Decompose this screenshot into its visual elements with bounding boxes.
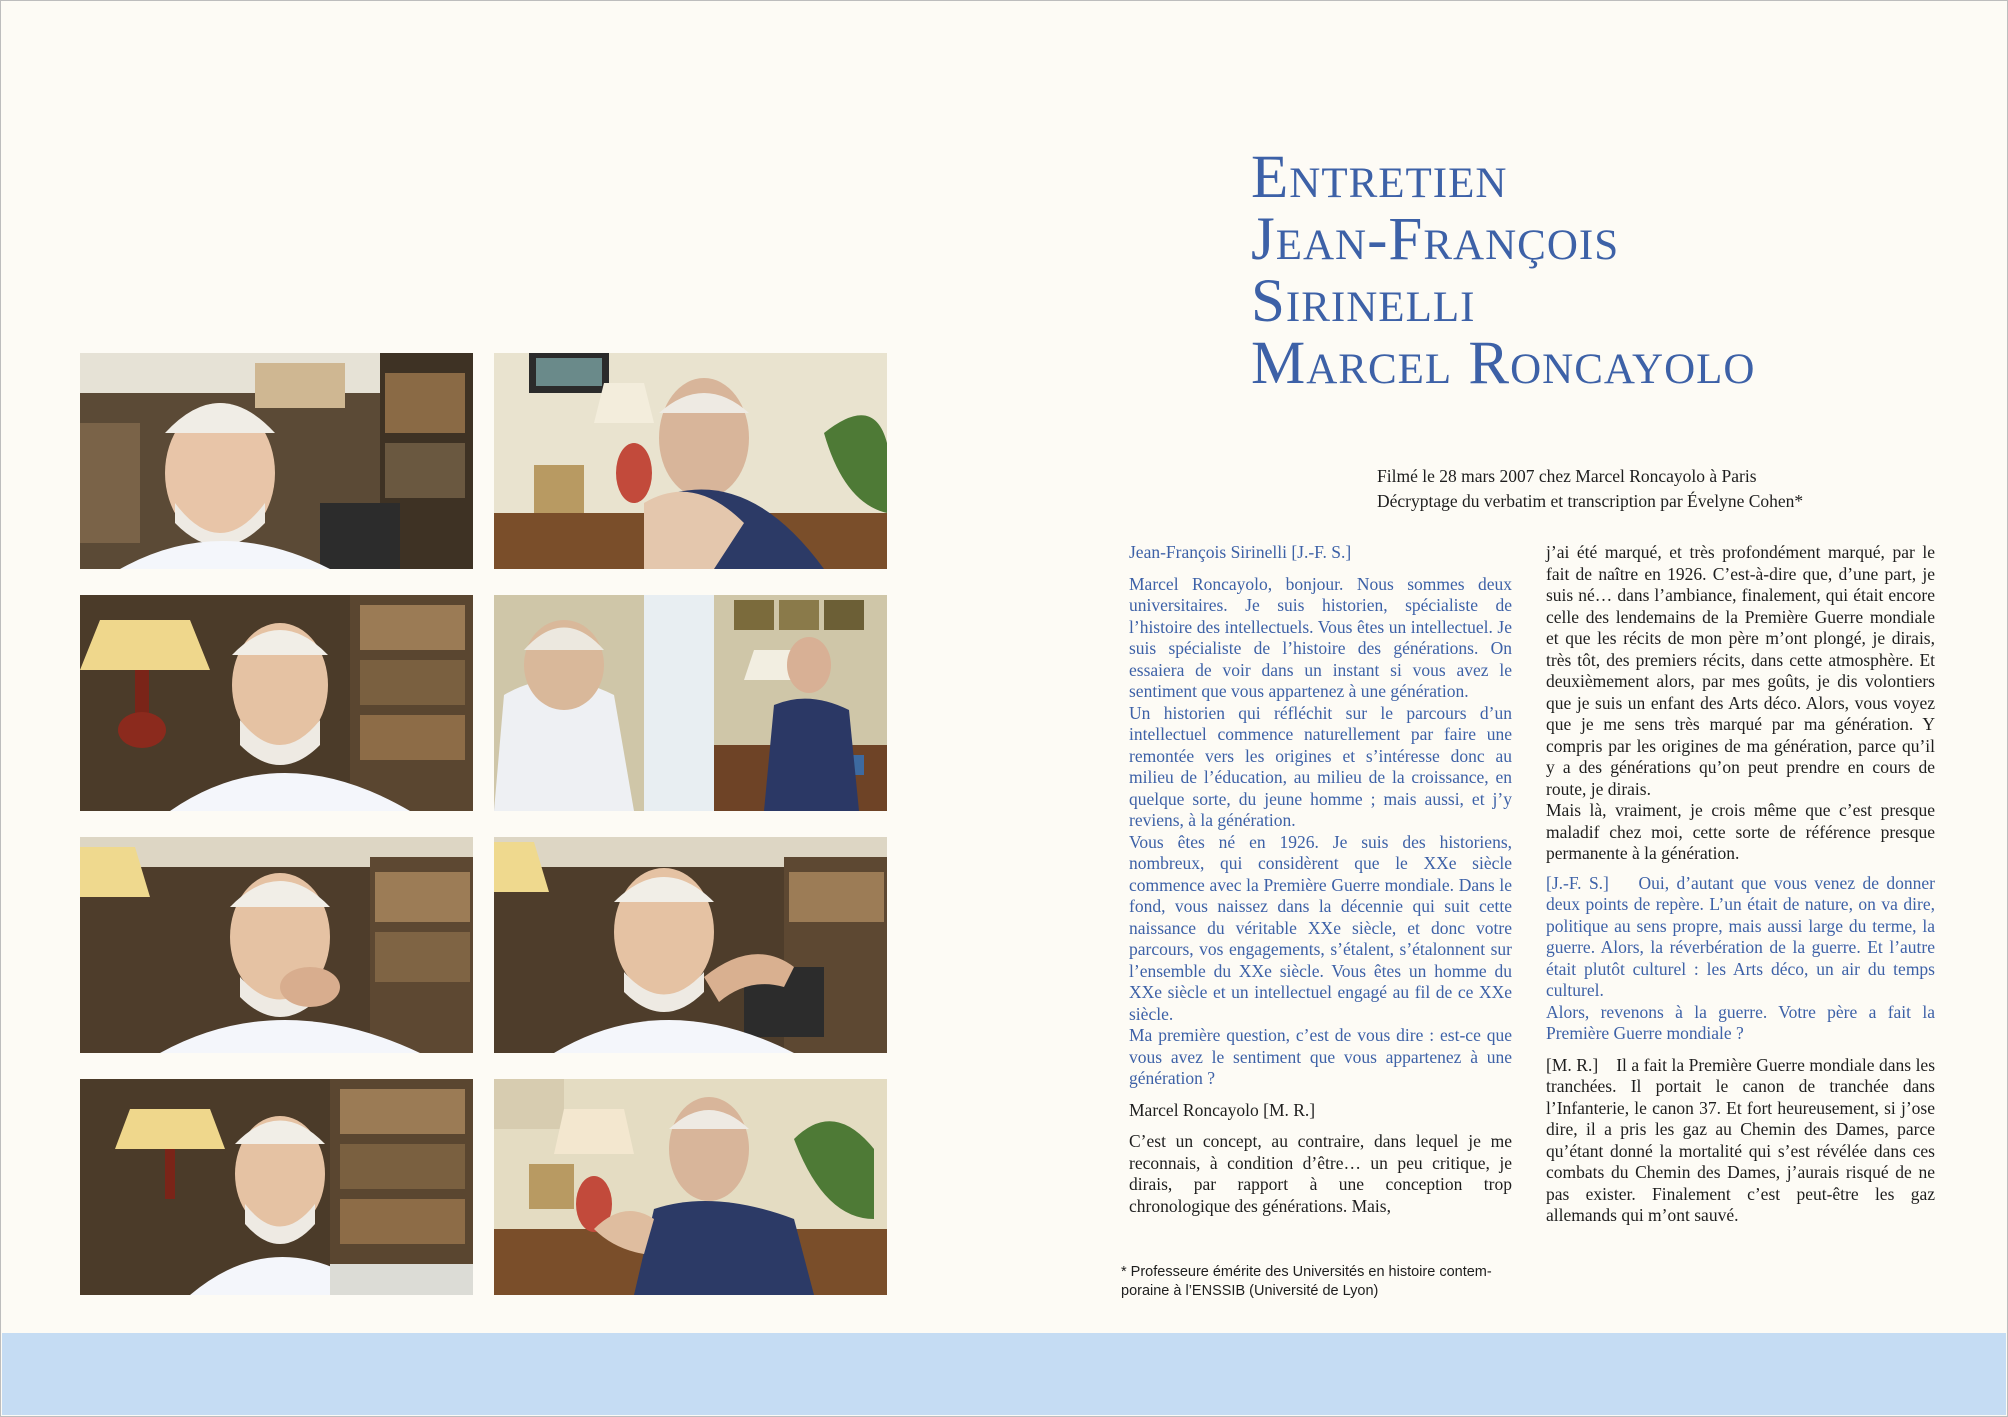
- title-line-4: Marcel Roncayolo: [1251, 330, 1756, 397]
- question-followup-text: Oui, d’autant que vous venez de donner deux points de repère. L’un était de nature, on va dire, politique au sens propre, mais aussi large du terme, la guerre. Alors, la réverbération de la guerre. Et l’autre était plutôt culturel : les Arts déco, un air du temps culturel.: [1546, 872, 1935, 1000]
- answer-followup: [1546, 1055, 1935, 1227]
- title-line-1: Entretien: [1251, 144, 1508, 211]
- question-followup: [1546, 873, 1935, 1002]
- bottom-band: [2, 1333, 2006, 1415]
- text-column-left: [1129, 542, 1512, 1217]
- question-followup-2: Alors, revenons à la guerre. Votre père a fait la Première Guerre mondiale ?: [1546, 1001, 1935, 1043]
- speaker-sirinelli: Jean-François Sirinelli [J.-F. S.]: [1129, 542, 1352, 562]
- answer-followup-text: Il a fait la Première Guerre mondiale dans les tranchées. Il portait le canon de tranchée dans l’Infanterie, le canon 37. Et fort heureusement, si j’ose dire, il a pris les gaz au Chemin des Dames, parce qu’étant donné la mortalité qui s’est révélée dans ces combats du Chemin des Dames, j’aurais risqué de ne pas exister. Finalement c’est peut-être les gaz allemands qui m’ont sauvé.: [1546, 1054, 1936, 1225]
- footnote: [1121, 1263, 1521, 1301]
- credits-filmed: Filmé le 28 mars 2007 chez Marcel Roncayolo à Paris: [1377, 466, 1757, 486]
- question-tag: [J.-F. S.]: [1546, 872, 1609, 893]
- footnote-text: Professeure émérite des Universités en histoire contemporaine à l’ENSSIB (Université de Lyon): [1121, 1264, 1492, 1299]
- footnote-mark: *: [1121, 1264, 1127, 1280]
- question-paragraph-4: Ma première question, c’est de vous dire : est-ce que vous avez le sentiment que vous appartenez à une génération ?: [1129, 1025, 1512, 1088]
- question-paragraph-1: Marcel Roncayolo, bonjour. Nous sommes deux universitaires. Je suis historien, spécialiste de l’histoire des intellectuels. Vous êtes un intellectuel. Je suis spécialiste de l’histoire des générations. On essaiera de voir dans un instant si vous avez le sentiment que vous appartenez à une génération.: [1129, 573, 1512, 701]
- photo-sirinelli-1: [494, 353, 887, 569]
- photo-roncayolo-3: [80, 837, 473, 1053]
- photo-two-men: [494, 595, 887, 811]
- answer-paragraph-2: j’ai été marqué, et très profondément marqué, par le fait de naître en 1926. C’est-à-dire que, d’une part, je suis né… dans l’ambiance, finalement, qui était encore celle des lendemains de la Première Guerre mondiale et que les récits de mon père m’ont plongé, je dirais, très tôt, des premiers récits, dans cette atmosphère. Et deuxièmement alors, par mes goûts, je dis volontiers que je suis un enfant des Arts déco. Alors, vous voyez que je me sens très marqué par ma génération. Y compris par les origines de ma génération, parce qu’il y a des générations qu’on peut prendre en cours de route, je dirais.: [1546, 542, 1935, 799]
- title-line-2: Jean-François: [1251, 206, 1620, 273]
- photo-roncayolo-2: [80, 595, 473, 811]
- answer-tag: [M. R.]: [1546, 1054, 1599, 1075]
- question-paragraph-3: Vous êtes né en 1926. Je suis des historiens, nombreux, qui considèrent que le XXe siècle commence avec la Première Guerre mondiale. Dans le fond, vous naissez dans la décennie qui suit cette naissance du véritable XXe siècle, et donc votre parcours, vos engagements, s’étalent, s’étalonnent sur l’ensemble du XXe siècle. Vous êtes un homme du XXe siècle et un intellectuel engagé au fil de ce XXe siècle.: [1129, 831, 1512, 1024]
- credits: [1377, 464, 1803, 514]
- title-line-3: Sirinelli: [1251, 268, 1476, 335]
- question-paragraph-2: Un historien qui réfléchit sur le parcours d’un intellectuel commence naturellement par faire une remontée vers les origines et s’intéresse donc au milieu de l’éducation, au milieu de la croissance, en quelque sorte, du jeune homme ; mais aussi, et j’y reviens, à la génération.: [1129, 702, 1512, 830]
- text-column-right: [1546, 542, 1935, 1227]
- photo-roncayolo-1: [80, 353, 473, 569]
- page-title: [1251, 144, 1756, 397]
- photo-roncayolo-4: [494, 837, 887, 1053]
- answer-paragraph-1: C’est un concept, au contraire, dans lequel je me reconnais, à condition d’être… un peu critique, je dirais, par rapport à une conception trop chronologique des générations. Mais,: [1129, 1131, 1512, 1216]
- speaker-roncayolo: Marcel Roncayolo [M. R.]: [1129, 1099, 1316, 1120]
- photo-roncayolo-5: [80, 1079, 473, 1295]
- credits-transcription: Décryptage du verbatim et transcription par Évelyne Cohen*: [1377, 491, 1804, 511]
- answer-paragraph-3: Mais là, vraiment, je crois même que c’est presque maladif chez moi, cette sorte de référence presque permanente à la génération.: [1546, 800, 1935, 863]
- photo-sirinelli-2: [494, 1079, 887, 1295]
